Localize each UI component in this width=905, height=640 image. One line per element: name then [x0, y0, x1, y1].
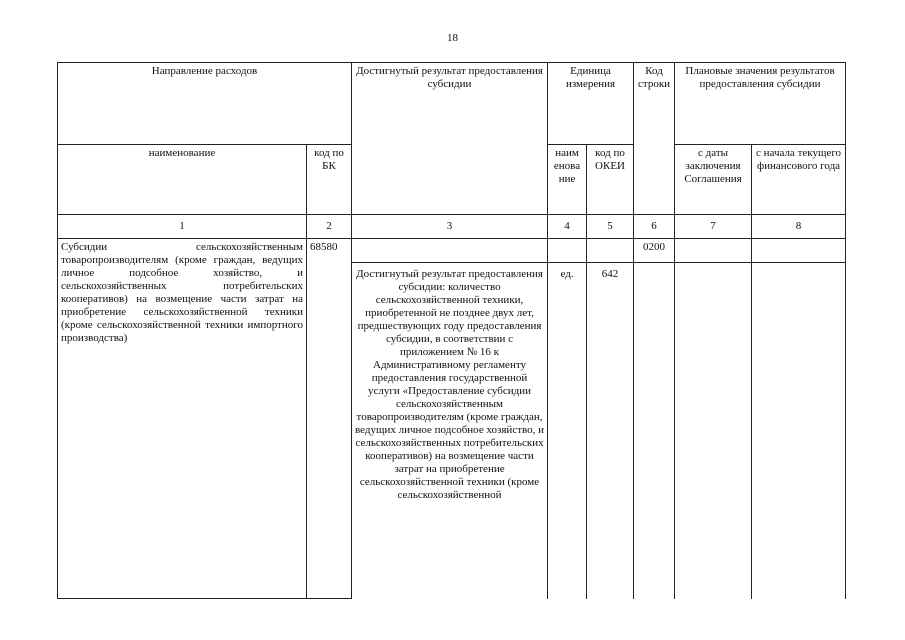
line-code-value: 0200: [634, 239, 675, 263]
header-from-agreement: с даты заключения Соглашения: [675, 145, 752, 215]
row1-year-cell: [752, 239, 846, 263]
header-result: Достигнутый результат предоставления субсидии: [352, 63, 548, 215]
row2-year-cell: [752, 263, 846, 599]
header-unit-name: наим енова ние: [548, 145, 587, 215]
bk-code-value: 68580: [307, 239, 352, 599]
header-direction: Направление расходов: [58, 63, 352, 145]
column-number-6: 6: [634, 215, 675, 239]
column-number-8: 8: [752, 215, 846, 239]
header-bk-code: код по БК: [307, 145, 352, 215]
column-number-3: 3: [352, 215, 548, 239]
row1-result-cell: [352, 239, 548, 263]
column-number-7: 7: [675, 215, 752, 239]
row1-okei-cell: [587, 239, 634, 263]
expense-direction-name: Субсидии сельскохозяйственным товаропроизводителям (кроме граждан, ведущих личное подсобное хозяйство, и сельскохозяйственных потребительских кооперативов) на возмещение части затрат на приобретение сельскохозяйственной техники (кроме сельскохозяйственной техники импортного производства): [58, 239, 307, 599]
okei-value: 642: [587, 263, 634, 599]
header-from-year: с начала текущего финансового года: [752, 145, 846, 215]
subsidy-results-table: [57, 62, 846, 599]
column-number-5: 5: [587, 215, 634, 239]
row2-agreement-cell: [675, 263, 752, 599]
row1-unit-cell: [548, 239, 587, 263]
header-name: наименование: [58, 145, 307, 215]
header-unit: Единица измерения: [548, 63, 634, 145]
column-number-2: 2: [307, 215, 352, 239]
header-code-line: Код строки: [634, 63, 675, 215]
header-planned-values: Плановые значения результатов предоставления субсидии: [675, 63, 846, 145]
column-number-4: 4: [548, 215, 587, 239]
unit-value: ед.: [548, 263, 587, 599]
column-number-1: 1: [58, 215, 307, 239]
result-description: Достигнутый результат предоставления субсидии: количество сельскохозяйственной техники, приобретенной не позднее двух лет, предшествующих году предоставления субсидии, в соответствии с приложением № 16 к Административному регламенту предоставления государственной услуги «Предоставление субсидии сельскохозяйственным товаропроизводителям (кроме граждан, ведущих личное подсобное хозяйство, и сельскохозяйственных потребительских кооперативов) на возмещение части затрат на приобретение сельскохозяйственной техники (кроме сельскохозяйственной: [352, 263, 548, 599]
header-okei-code: код по ОКЕИ: [587, 145, 634, 215]
page-number: 18: [447, 32, 458, 44]
row2-line-code-cell: [634, 263, 675, 599]
row1-agreement-cell: [675, 239, 752, 263]
